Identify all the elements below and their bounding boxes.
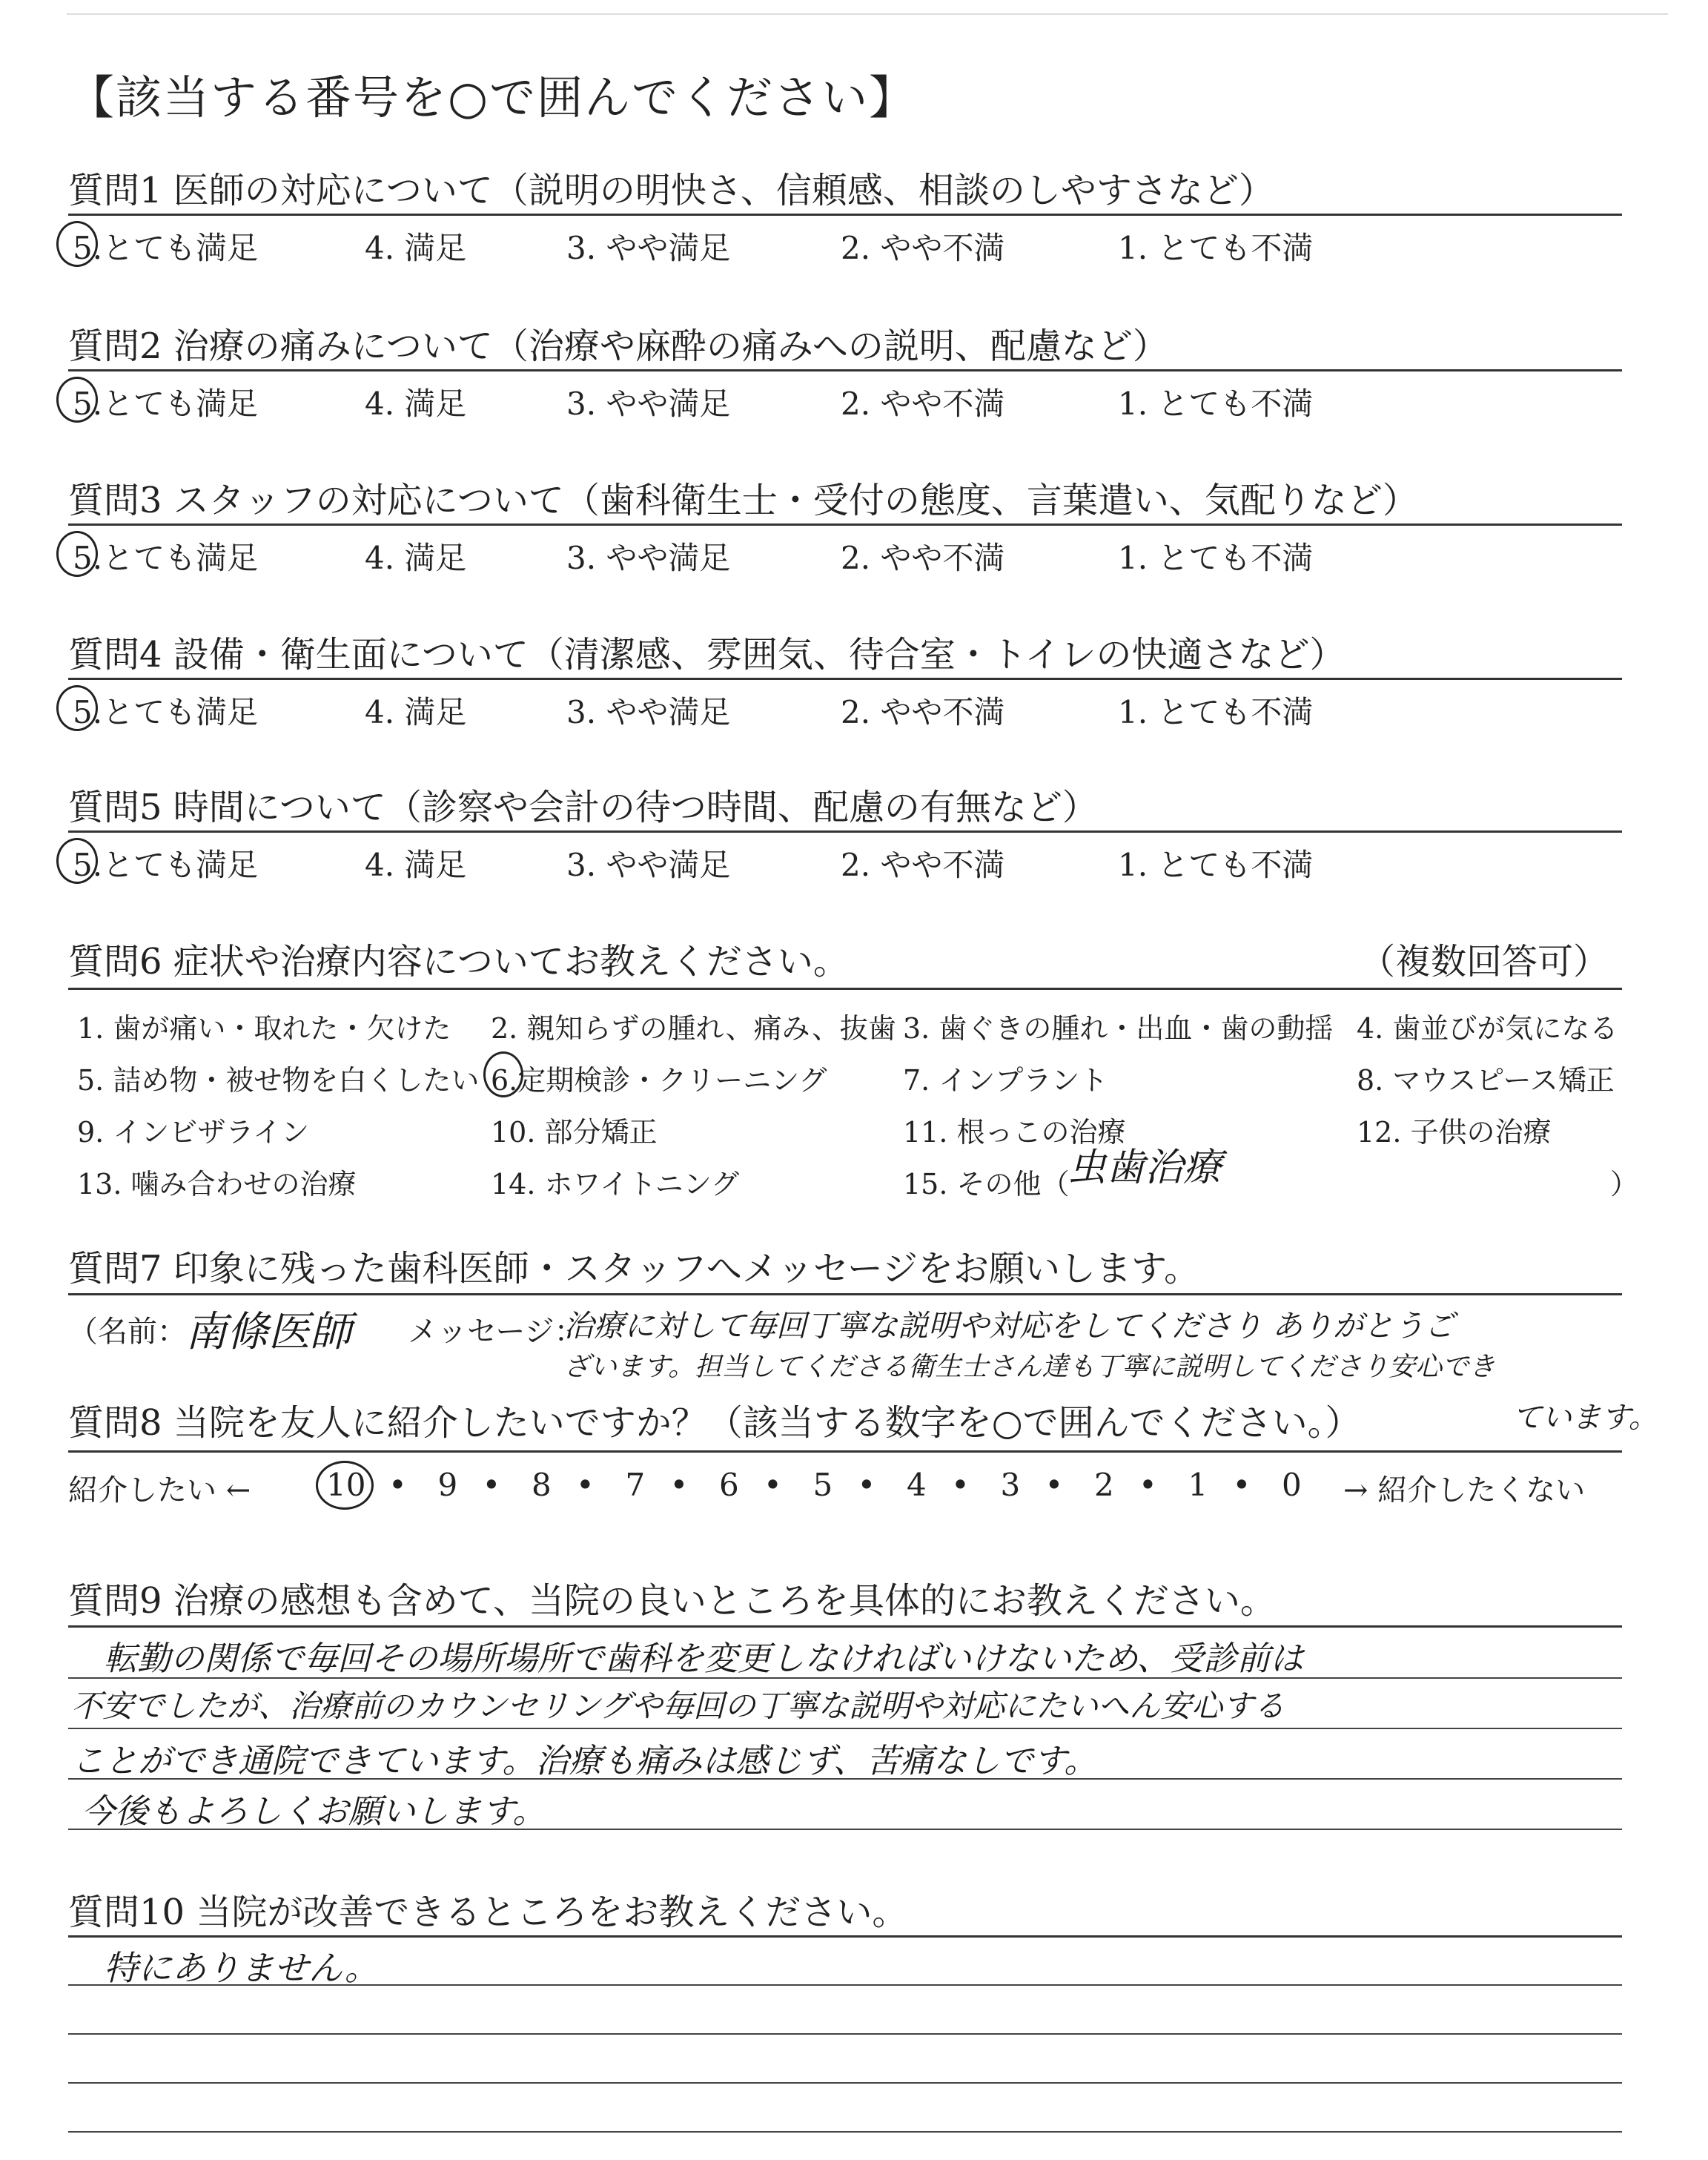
q3-option[interactable]: 5.とても満足	[73, 540, 259, 576]
q7-name-value[interactable]: 南條医師	[185, 1308, 351, 1356]
q2-option[interactable]: 5.とても満足	[73, 386, 259, 422]
q1-rule	[68, 214, 1622, 216]
q4-option[interactable]: 1. とても不満	[1118, 694, 1314, 730]
q8-scale-separator: •	[1139, 1467, 1157, 1503]
q6-option[interactable]: 13. 噛み合わせの治療	[77, 1168, 357, 1200]
q5-option[interactable]: 2. やや不満	[841, 847, 1005, 883]
q6-option[interactable]: 12. 子供の治療	[1357, 1116, 1552, 1149]
q6-option[interactable]: 15. その他（	[903, 1168, 1070, 1200]
q3-option[interactable]: 3. やや満足	[566, 540, 731, 576]
q7-name-label: （名前：	[68, 1315, 187, 1349]
q1-label: 質問1 医師の対応について（説明の明快さ、信頼感、相談のしやすさなど）	[68, 170, 1274, 211]
q6-option[interactable]: 11. 根っこの治療	[903, 1116, 1126, 1149]
q1-option[interactable]: 2. やや不満	[841, 230, 1005, 266]
q6-option[interactable]: 9. インビザライン	[77, 1116, 310, 1149]
q10-answer-rule	[68, 2033, 1622, 2035]
q6-option[interactable]: 2. 親知らずの腫れ、痛み、抜歯	[491, 1012, 896, 1045]
q6-rule	[68, 988, 1622, 990]
q8-left-label: 紹介したい ←	[68, 1473, 251, 1507]
q8-scale-value[interactable]: 3	[1000, 1467, 1021, 1503]
q8-scale-value[interactable]: 5	[812, 1467, 833, 1503]
q6-option[interactable]: 7. インプラント	[903, 1064, 1108, 1097]
q6-option[interactable]: 1. 歯が痛い・取れた・欠けた	[77, 1012, 451, 1045]
q9-answer-line[interactable]: ことができ通院できています。治療も痛みは感じず、苦痛なしです。	[71, 1741, 1098, 1780]
q7-message-line[interactable]: ています。	[1512, 1401, 1658, 1435]
q6-option[interactable]: 10. 部分矯正	[491, 1116, 658, 1149]
q6-option[interactable]: 14. ホワイトニング	[491, 1168, 740, 1200]
q6-option[interactable]: 8. マウスピース矯正	[1357, 1064, 1615, 1097]
q8-scale-value[interactable]: 1	[1188, 1467, 1208, 1503]
q10-answer-rule	[68, 2082, 1622, 2084]
q8-right-label: → 紹介したくない	[1343, 1473, 1586, 1507]
q4-label: 質問4 設備・衛生面について（清潔感、雰囲気、待合室・トイレの快適さなど）	[68, 634, 1345, 676]
q1-option[interactable]: 4. 満足	[365, 230, 467, 266]
q8-scale-value[interactable]: 0	[1282, 1467, 1302, 1503]
q6-option[interactable]: 4. 歯並びが気になる	[1357, 1012, 1618, 1045]
top-border	[67, 13, 1668, 15]
q10-rule	[68, 1935, 1622, 1938]
q4-option[interactable]: 5.とても満足	[73, 694, 259, 730]
q9-answer-rule	[68, 1728, 1622, 1729]
q2-option[interactable]: 4. 満足	[365, 386, 467, 422]
q5-option[interactable]: 4. 満足	[365, 847, 467, 883]
q6-label: 質問6 症状や治療内容についてお教えください。	[68, 941, 849, 982]
q6-option[interactable]: 3. 歯ぐきの腫れ・出血・歯の動揺	[903, 1012, 1334, 1045]
q4-option[interactable]: 2. やや不満	[841, 694, 1005, 730]
q8-rule	[68, 1450, 1622, 1453]
q5-selection-circle	[56, 838, 98, 884]
q6-other-text[interactable]: 虫歯治療	[1068, 1146, 1222, 1190]
q10-answer-line[interactable]: 特にありません。	[104, 1948, 379, 1988]
q3-label: 質問3 スタッフの対応について（歯科衛生士・受付の態度、言葉遣い、気配りなど）	[68, 480, 1418, 521]
q9-label: 質問9 治療の感想も含めて、当院の良いところを具体的にお教えください。	[68, 1580, 1276, 1622]
q3-option[interactable]: 4. 満足	[365, 540, 467, 576]
q7-rule	[68, 1293, 1622, 1295]
q8-scale-value[interactable]: 9	[437, 1467, 458, 1503]
q2-option[interactable]: 1. とても不満	[1118, 386, 1314, 422]
q7-label: 質問7 印象に残った歯科医師・スタッフへメッセージをお願いします。	[68, 1248, 1200, 1289]
q8-selection-circle	[316, 1461, 374, 1510]
q6-option[interactable]: 5. 詰め物・被せ物を白くしたい	[77, 1064, 480, 1097]
q1-option[interactable]: 5.とても満足	[73, 230, 259, 266]
q8-scale-separator: •	[764, 1467, 782, 1503]
q2-option[interactable]: 3. やや満足	[566, 386, 731, 422]
q8-scale-value[interactable]: 7	[625, 1467, 646, 1503]
q8-scale-separator: •	[951, 1467, 970, 1503]
q6-option[interactable]: 6.定期検診・クリーニング	[491, 1064, 827, 1097]
q8-scale-separator: •	[482, 1467, 501, 1503]
q7-message-label: メッセージ：	[408, 1315, 584, 1349]
q4-selection-circle	[56, 685, 98, 731]
q5-option[interactable]: 1. とても不満	[1118, 847, 1314, 883]
q7-message-line[interactable]: 治療に対して毎回丁寧な説明や対応をしてくださり ありがとうご	[563, 1308, 1455, 1344]
q5-option[interactable]: 5.とても満足	[73, 847, 259, 883]
q9-answer-line[interactable]: 転勤の関係で毎回その場所場所で歯科を変更しなければいけないため、受診前は	[104, 1639, 1304, 1678]
q5-option[interactable]: 3. やや満足	[566, 847, 731, 883]
q3-rule	[68, 524, 1622, 526]
q8-scale-value[interactable]: 10	[326, 1467, 366, 1503]
q4-option[interactable]: 4. 満足	[365, 694, 467, 730]
q3-selection-circle	[56, 531, 98, 577]
q8-scale-separator: •	[1045, 1467, 1064, 1503]
q8-scale-separator: •	[1232, 1467, 1251, 1503]
q8-scale-separator: •	[857, 1467, 876, 1503]
q5-rule	[68, 830, 1622, 833]
q8-scale-separator: •	[388, 1467, 407, 1503]
q10-answer-rule	[68, 2131, 1622, 2133]
q8-scale-value[interactable]: 2	[1094, 1467, 1114, 1503]
q4-option[interactable]: 3. やや満足	[566, 694, 731, 730]
q9-answer-line[interactable]: 今後もよろしくお願いします。	[82, 1791, 546, 1831]
q1-option[interactable]: 3. やや満足	[566, 230, 731, 266]
q9-answer-line[interactable]: 不安でしたが、治療前のカウンセリングや毎回の丁寧な説明や対応にたいへん安心する	[71, 1688, 1285, 1724]
q6-note: （複数回答可）	[1360, 941, 1609, 982]
q5-label: 質問5 時間について（診察や会計の待つ時間、配慮の有無など）	[68, 787, 1098, 828]
q8-scale-separator: •	[576, 1467, 595, 1503]
q2-option[interactable]: 2. やや不満	[841, 386, 1005, 422]
q2-rule	[68, 369, 1622, 371]
q6-selection-circle	[483, 1051, 523, 1097]
q8-label: 質問8 当院を友人に紹介したいですか？（該当する数字を○で囲んでください。）	[68, 1402, 1361, 1444]
q4-rule	[68, 678, 1622, 680]
q8-scale-value[interactable]: 8	[532, 1467, 552, 1503]
q10-label: 質問10 当院が改善できるところをお教えください。	[68, 1892, 908, 1933]
q8-scale-separator: •	[669, 1467, 689, 1503]
q2-label: 質問2 治療の痛みについて（治療や麻酔の痛みへの説明、配慮など）	[68, 326, 1168, 367]
q8-scale-value[interactable]: 6	[719, 1467, 739, 1503]
q6-other-close: ）	[1610, 1168, 1639, 1200]
q3-option[interactable]: 2. やや不満	[841, 540, 1005, 576]
q9-rule	[68, 1625, 1622, 1628]
q1-selection-circle	[56, 221, 98, 267]
q7-message-line[interactable]: ざいます。担当してくださる衛生士さん達も丁寧に説明してくださり安心でき	[563, 1352, 1496, 1382]
page-title: 【該当する番号を○で囲んでください】	[68, 70, 917, 125]
q1-option[interactable]: 1. とても不満	[1118, 230, 1314, 266]
q3-option[interactable]: 1. とても不満	[1118, 540, 1314, 576]
q2-selection-circle	[56, 377, 98, 423]
q8-scale-value[interactable]: 4	[907, 1467, 927, 1503]
